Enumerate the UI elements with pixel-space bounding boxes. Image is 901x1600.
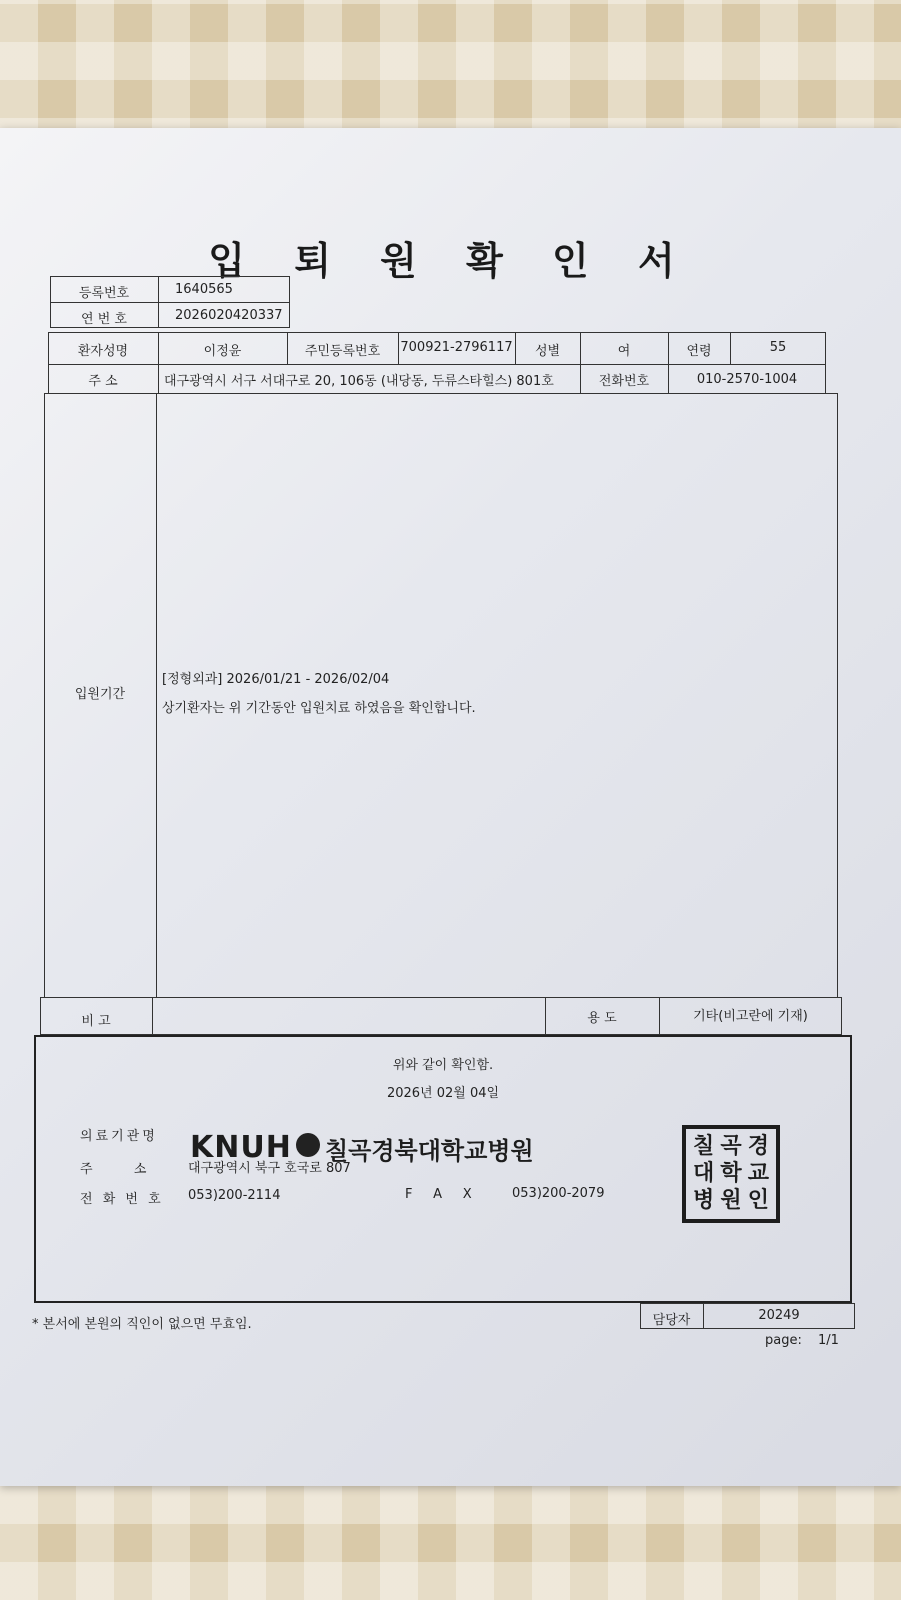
- inst-phone-value: 053)200-2114: [188, 1188, 281, 1203]
- registration-label: 등록번호: [78, 286, 130, 301]
- page-value: 1/1: [818, 1333, 839, 1348]
- confirm-text: 위와 같이 확인함.: [392, 1058, 494, 1073]
- staff-label: 담당자: [652, 1313, 691, 1328]
- staff-value: 20249: [758, 1308, 800, 1323]
- official-seal: 칠 곡 경 대 학 교 병 원 인: [682, 1125, 780, 1223]
- fax-label: F A X: [405, 1187, 472, 1202]
- patient-name-label: 환자성명: [77, 344, 129, 359]
- fax-value: 053)200-2079: [512, 1186, 605, 1201]
- serial-value: 2026020420337: [175, 308, 283, 323]
- age-label: 연령: [686, 344, 712, 359]
- resident-no-label: 주민등록번호: [304, 344, 381, 359]
- knuh-logo: KNUH: [190, 1130, 292, 1165]
- issue-date: 2026년 02월 04일: [386, 1086, 500, 1101]
- sex-label: 성별: [534, 344, 561, 359]
- page-label: page:: [765, 1333, 802, 1348]
- address-value: 대구광역시 서구 서대구로 20, 106동 (내당동, 두류스타힐스) 801호: [164, 374, 554, 389]
- resident-no-value: 700921-2796117: [400, 340, 513, 355]
- phone-value: 010-2570-1004: [696, 372, 798, 387]
- purpose-value: 기타(비고란에 기재): [693, 1009, 808, 1024]
- sex-value: 여: [617, 344, 631, 359]
- admission-label: 입원기간: [74, 687, 126, 702]
- remarks-label: 비 고: [81, 1014, 111, 1029]
- inst-phone-label: 전 화 번 호: [80, 1192, 164, 1207]
- registration-value: 1640565: [175, 282, 233, 297]
- admission-section: [44, 393, 838, 998]
- admission-period: [정형외과] 2026/01/21 - 2026/02/04: [162, 672, 390, 687]
- address-label: 주 소: [88, 374, 118, 389]
- footer-note: * 본서에 본원의 직인이 없으면 무효임.: [32, 1317, 252, 1332]
- inst-address-value: 대구광역시 북구 호국로 807: [188, 1161, 351, 1176]
- institution-label: 의료기관명: [80, 1129, 158, 1144]
- hospital-emblem-icon: [296, 1133, 320, 1157]
- phone-label: 전화번호: [598, 374, 650, 389]
- age-value: 55: [769, 340, 787, 355]
- inst-address-label: 주 소: [80, 1162, 147, 1177]
- purpose-label: 용 도: [587, 1011, 617, 1026]
- hospital-name: 칠곡경북대학교병원: [325, 1137, 534, 1165]
- document-title: 입 퇴 원 확 인 서: [208, 239, 693, 283]
- patient-name-value: 이정윤: [203, 344, 242, 359]
- serial-label: 연 번 호: [81, 312, 127, 327]
- admission-statement: 상기환자는 위 기간동안 입원치료 하였음을 확인합니다.: [162, 701, 476, 716]
